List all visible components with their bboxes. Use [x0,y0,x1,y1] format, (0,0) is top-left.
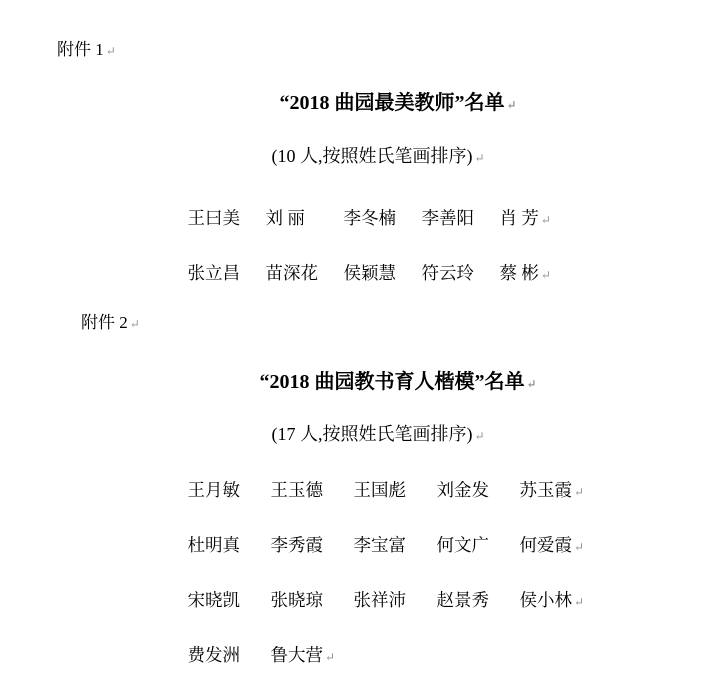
attachment1-label-text: 附件 1 [57,40,104,59]
paragraph-mark-icon: ↵ [474,429,485,443]
paragraph-mark-icon: ↵ [105,44,116,58]
person-name: 符云玲 [421,263,474,283]
paragraph-mark-icon: ↵ [129,317,140,331]
person-name: 杜明真 [187,535,240,555]
person-name: 赵景秀 [436,590,489,610]
person-name: 鲁大营 [270,645,323,665]
paragraph-mark-icon: ↵ [540,268,551,282]
person-name: 侯颖慧 [343,263,396,283]
person-name: 李善阳 [421,208,474,228]
attachment2-subtitle-text: (17 人,按照姓氏笔画排序) [271,424,473,444]
person-name: 李冬楠 [343,208,396,228]
person-name: 刘金发 [436,480,489,500]
person-name: 李宝富 [353,535,406,555]
person-name: 苗深花 [265,263,318,283]
paragraph-mark-icon: ↵ [474,151,485,165]
person-name: 费发洲 [187,645,240,665]
person-name: 李秀霞 [270,535,323,555]
paragraph-mark-icon: ↵ [540,213,551,227]
person-name: 肖 芳 [499,208,539,228]
person-name: 刘 丽 [265,208,305,228]
person-name: 王曰美 [187,208,240,228]
paragraph-mark-icon: ↵ [574,540,585,554]
person-name: 苏玉霞 [519,480,572,500]
attachment1-subtitle-text: (10 人,按照姓氏笔画排序) [271,146,473,166]
person-name: 王国彪 [353,480,406,500]
name-row [170,234,551,314]
person-name: 王月敏 [187,480,240,500]
person-name: 张晓琼 [270,590,323,610]
person-name: 何爱霞 [519,535,572,555]
person-name: 王玉德 [270,480,323,500]
paragraph-mark-icon: ↵ [574,485,585,499]
attachment2-title-text: “2018 曲园教书育人楷模”名单 [259,371,525,393]
person-name: 何文广 [436,535,489,555]
paragraph-mark-icon: ↵ [526,377,537,391]
attachment2-label-text: 附件 2 [81,313,128,332]
attachment1-title-text: “2018 曲园最美教师”名单 [279,92,505,114]
person-name: 张立昌 [187,263,240,283]
paragraph-mark-icon: ↵ [574,595,585,609]
paragraph-mark-icon: ↵ [325,650,336,664]
paragraph-mark-icon: ↵ [506,98,517,112]
person-name: 侯小林 [519,590,572,610]
name-row [170,616,335,696]
person-name: 蔡 彬 [499,263,539,283]
person-name: 宋晓凯 [187,590,240,610]
person-name: 张祥沛 [353,590,406,610]
